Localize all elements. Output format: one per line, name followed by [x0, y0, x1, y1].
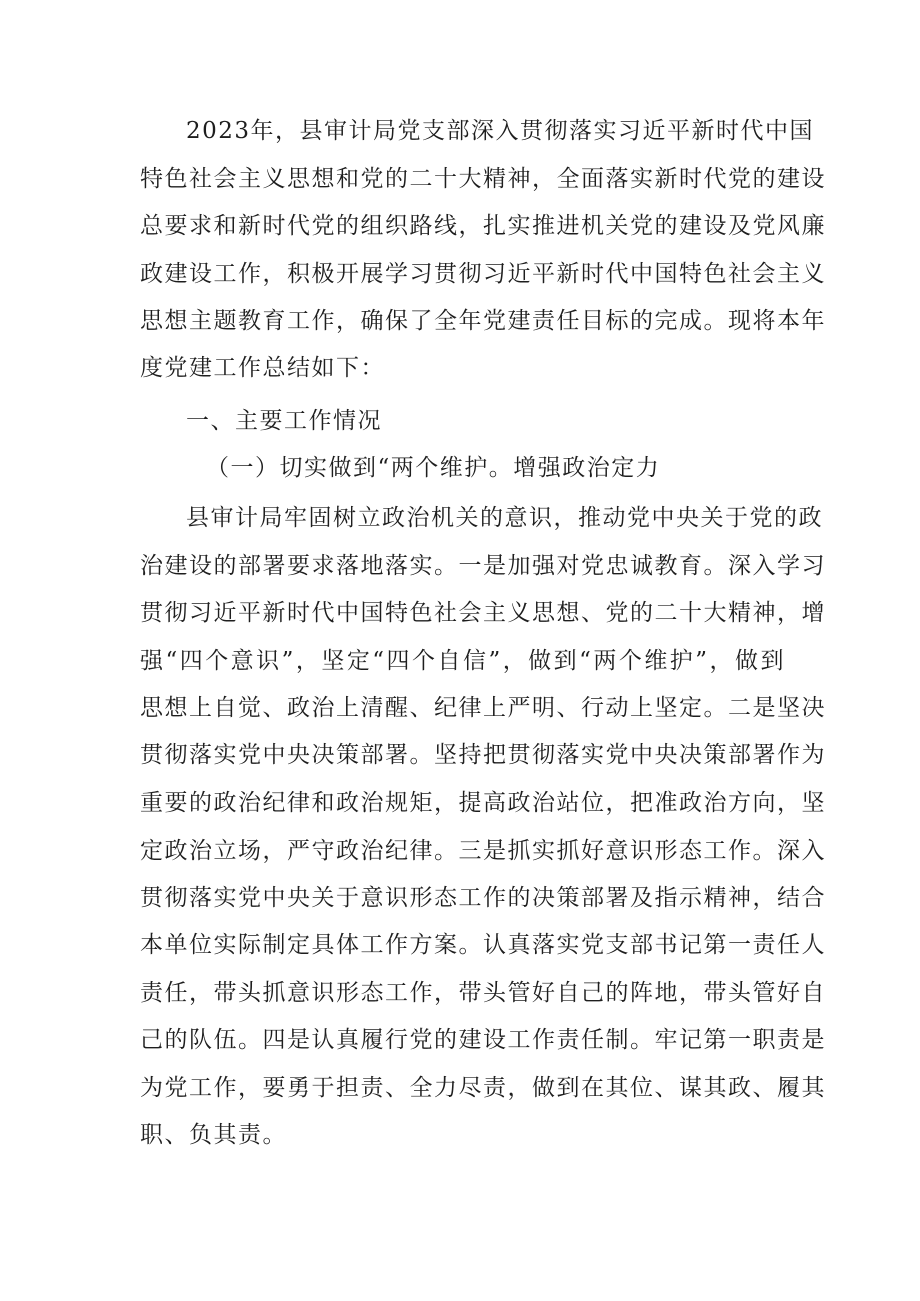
subsection-heading: （一）切实做到“两个维护。增强政治定力	[206, 455, 661, 481]
intro-line-5: 思想主题教育工作，确保了全年党建责任目标的完成。现将本年	[140, 308, 826, 334]
body-line-2: 治建设的部署要求落地落实。一是加强对党忠诚教育。深入学习	[140, 553, 826, 579]
body-line-14: 职、负其责。	[140, 1122, 287, 1148]
body-line-1: 县审计局牢固树立政治机关的意识，推动党中央关于党的政	[186, 505, 823, 531]
body-line-4: 强“四个意识”，坚定“四个自信”，做到“两个维护”，做到	[140, 648, 785, 674]
body-line-7: 重要的政治纪律和政治规矩，提高政治站位，把准政治方向，坚	[140, 790, 826, 816]
body-line-6: 贯彻落实党中央决策部署。坚持把贯彻落实党中央决策部署作为	[140, 742, 826, 768]
section-heading: 一、主要工作情况	[186, 408, 382, 434]
intro-line-2: 特色社会主义思想和党的二十大精神，全面落实新时代党的建设	[140, 166, 826, 192]
intro-line-1: 2023年，县审计局党支部深入贯彻落实习近平新时代中国	[186, 118, 815, 144]
intro-line-3: 总要求和新时代党的组织路线，扎实推进机关党的建设及党风廉	[140, 213, 826, 239]
body-line-12: 己的队伍。四是认真履行党的建设工作责任制。牢记第一职责是	[140, 1027, 826, 1053]
body-line-9: 贯彻落实党中央关于意识形态工作的决策部署及指示精神，结合	[140, 885, 826, 911]
body-line-8: 定政治立场，严守政治纪律。三是抓实抓好意识形态工作。深入	[140, 838, 826, 864]
body-line-3: 贯彻习近平新时代中国特色社会主义思想、党的二十大精神，增	[140, 600, 826, 626]
body-line-10: 本单位实际制定具体工作方案。认真落实党支部书记第一责任人	[140, 932, 826, 958]
body-line-11: 责任，带头抓意识形态工作，带头管好自己的阵地，带头管好自	[140, 980, 826, 1006]
intro-line-4: 政建设工作，积极开展学习贯彻习近平新时代中国特色社会主义	[140, 261, 826, 287]
body-line-5: 思想上自觉、政治上清醒、纪律上严明、行动上坚定。二是坚决	[140, 695, 826, 721]
intro-line-6: 度党建工作总结如下：	[140, 355, 385, 381]
body-line-13: 为党工作，要勇于担责、全力尽责，做到在其位、谋其政、履其	[140, 1075, 826, 1101]
